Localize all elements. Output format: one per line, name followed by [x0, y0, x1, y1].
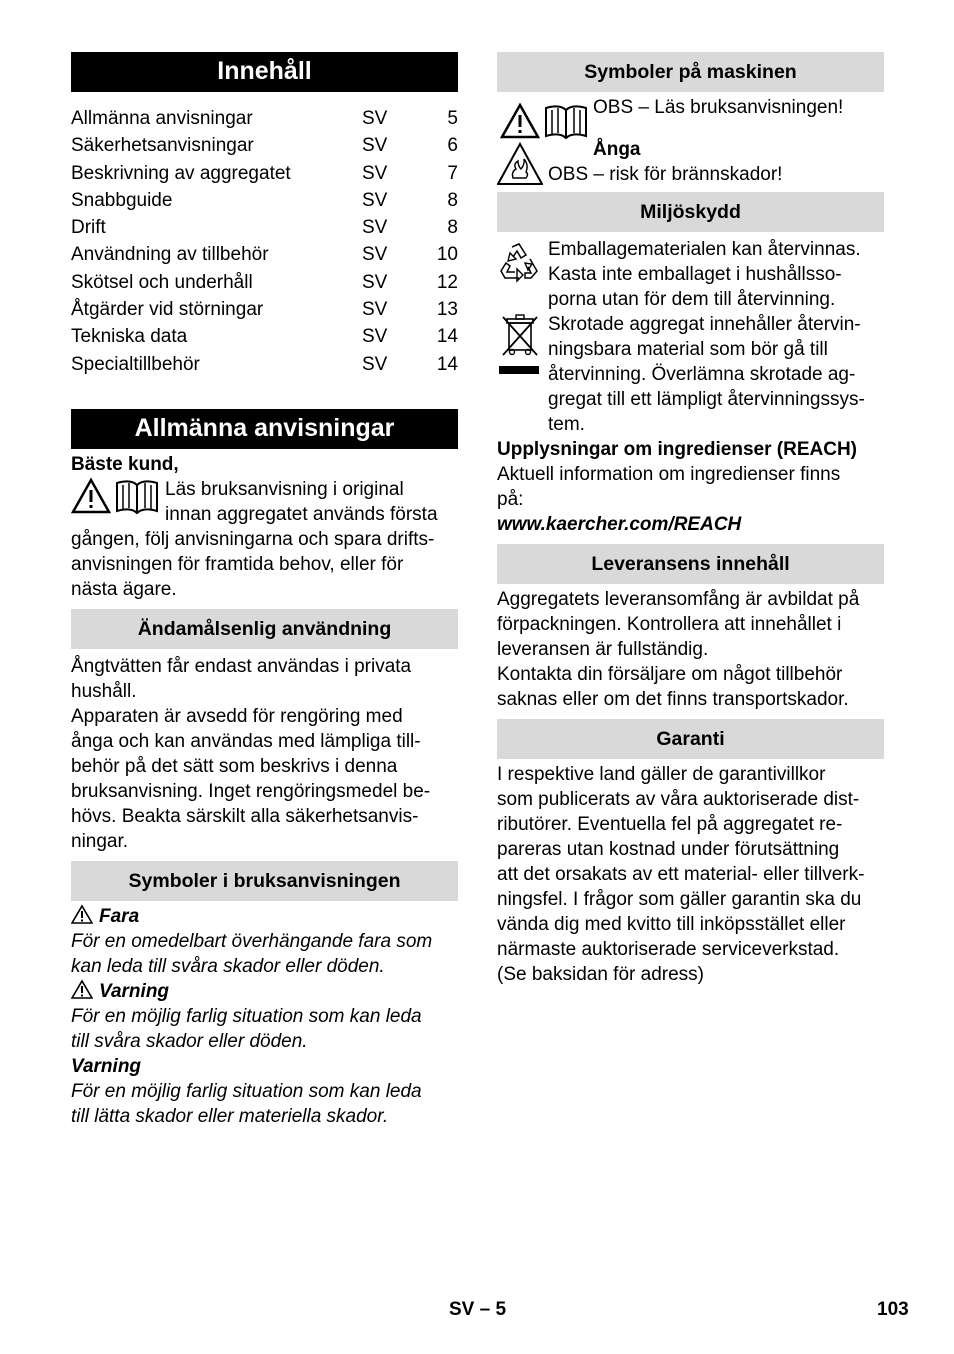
danger-label: Fara	[99, 905, 140, 927]
recycle-line: porna utan för dem till återvinning.	[548, 289, 836, 310]
general-heading: Allmänna anvisningar	[71, 409, 458, 449]
toc-page: 7	[447, 162, 458, 184]
reach-line: Aktuell information om ingredienser finns	[497, 464, 841, 485]
read-manual-text: OBS – Läs bruksanvisningen!	[593, 97, 844, 118]
toc-row	[71, 187, 458, 214]
toc-lang: SV	[362, 326, 388, 348]
toc-row	[71, 160, 458, 187]
greeting: Bäste kund,	[71, 453, 179, 475]
delivery-heading: Leveransens innehåll	[497, 544, 884, 584]
warranty-heading: Garanti	[497, 719, 884, 759]
toc-row	[71, 132, 458, 159]
delivery-line: leveransen är fullständig.	[497, 639, 709, 660]
warranty-line: ningsfel. I frågor som gäller garantin ska du	[497, 889, 862, 910]
toc-lang: SV	[362, 353, 388, 375]
left-column	[71, 52, 458, 1129]
toc-page: 14	[436, 353, 458, 375]
danger-line: För en omedelbart överhängande fara som	[71, 930, 433, 952]
general-section	[71, 452, 458, 602]
toc-row	[71, 351, 458, 378]
disposal-line: Skrotade aggregat innehåller återvin-	[548, 314, 861, 335]
warranty-section	[497, 762, 884, 987]
intended-use-section	[71, 654, 458, 854]
warning-book-icons	[71, 477, 159, 520]
toc-row	[71, 241, 458, 268]
machine-symbols-heading: Symboler på maskinen	[497, 52, 884, 92]
toc-row	[71, 323, 458, 350]
warning-line: till svåra skador eller döden.	[71, 1030, 308, 1052]
toc-row	[71, 105, 458, 132]
toc-page: 10	[436, 244, 458, 266]
warranty-line: närmaste auktoriserade serviceverkstad.	[497, 939, 840, 960]
toc-lang: SV	[362, 244, 388, 266]
toc-row	[71, 269, 458, 296]
footer-section-label: SV – 5	[449, 1299, 507, 1320]
intended-use-line: ningar.	[71, 830, 129, 852]
delivery-line: Aggregatets leveransomfång är avbildat på	[497, 589, 860, 610]
intro-line: Läs bruksanvisning i original	[165, 478, 404, 500]
toc-title: Beskrivning av aggregatet	[71, 162, 291, 184]
footer-page-number: 103	[877, 1299, 909, 1320]
toc-title: Tekniska data	[71, 326, 188, 348]
book-icon	[117, 481, 157, 513]
toc-title: Snabbguide	[71, 189, 173, 211]
manual-symbols-heading: Symboler i bruksanvisningen	[71, 861, 458, 901]
toc-page: 13	[436, 299, 458, 321]
toc-list	[71, 105, 458, 378]
disposal-line: återvinning. Överlämna skrotade ag-	[548, 364, 856, 385]
toc-title: Åtgärder vid störningar	[71, 299, 264, 321]
warranty-line: att det orsakats av ett material- eller tillverk-	[497, 864, 865, 885]
warranty-line: vända dig med kvitto till inköpsstället eller	[497, 914, 846, 935]
toc-row	[71, 296, 458, 323]
warning-book-icons	[500, 102, 588, 140]
toc-lang: SV	[362, 217, 388, 239]
warranty-line: som publicerats av våra auktoriserade dist-	[497, 789, 860, 810]
caution-line: För en möjlig farlig situation som kan leda	[71, 1080, 422, 1102]
steam-label: Ånga	[593, 139, 641, 160]
toc-page: 14	[436, 326, 458, 348]
toc-heading: Innehåll	[71, 52, 458, 92]
recycle-line: Emballagematerialen kan återvinnas.	[548, 239, 861, 260]
intended-use-line: Ångtvätten får endast användas i privata	[71, 655, 412, 677]
toc-row	[71, 214, 458, 241]
intro-line: nästa ägare.	[71, 578, 177, 600]
intro-line: innan aggregatet används första	[165, 503, 438, 525]
toc-title: Allmänna anvisningar	[71, 108, 253, 129]
intended-use-line: ånga och kan användas med lämpliga till-	[71, 730, 421, 752]
danger-label-row	[71, 904, 458, 929]
toc-lang: SV	[362, 135, 388, 157]
right-column	[497, 52, 884, 987]
warranty-line: pareras utan kostnad under förutsättning	[497, 839, 840, 860]
delivery-section	[497, 587, 884, 712]
environment-heading: Miljöskydd	[497, 192, 884, 232]
warning-label-row	[71, 979, 458, 1004]
reach-url-link[interactable]: www.kaercher.com/REACH	[497, 514, 742, 535]
toc-lang: SV	[362, 299, 388, 321]
toc-title: Drift	[71, 217, 106, 239]
toc-lang: SV	[362, 189, 388, 211]
toc-page: 8	[447, 189, 458, 211]
intended-use-line: hövs. Beakta särskilt alla säkerhetsanvis-	[71, 805, 419, 827]
toc-page: 12	[436, 271, 458, 293]
toc-page: 6	[447, 135, 458, 157]
recycle-text	[548, 237, 884, 312]
toc-lang: SV	[362, 271, 388, 293]
machine-symbols-section	[497, 92, 884, 190]
recycle-line: Kasta inte emballaget i hushållsso-	[548, 264, 842, 285]
reach-heading: Upplysningar om ingredienser (REACH)	[497, 439, 857, 460]
warning-label: Varning	[99, 980, 170, 1002]
intended-use-line: bruksanvisning. Inget rengöringsmedel be-	[71, 780, 431, 802]
warning-line: För en möjlig farlig situation som kan leda	[71, 1005, 422, 1027]
hot-steam-warning-icon	[497, 142, 543, 186]
steam-text: OBS – risk för brännskador!	[548, 164, 783, 185]
intended-use-heading: Ändamålsenlig användning	[71, 609, 458, 649]
manual-symbols-section	[71, 904, 458, 1129]
warning-triangle-icon	[71, 477, 159, 515]
environment-section	[497, 237, 884, 537]
disposal-text	[548, 312, 884, 437]
disposal-line: tem.	[548, 414, 585, 435]
intended-use-line: behör på det sätt som beskrivs i denna	[71, 755, 398, 777]
warning-triangle-icon	[71, 979, 93, 999]
toc-title: Användning av tillbehör	[71, 244, 269, 266]
disposal-line: gregat till ett lämpligt återvinningssys-	[548, 389, 865, 410]
toc-title: Specialtillbehör	[71, 353, 200, 375]
book-icon	[546, 106, 586, 138]
danger-line: kan leda till svåra skador eller döden.	[71, 955, 385, 977]
delivery-line: saknas eller om det finns transportskador.	[497, 689, 849, 710]
intended-use-line: hushåll.	[71, 680, 137, 702]
toc-title: Säkerhetsanvisningar	[71, 135, 254, 157]
intro-line: gången, följ anvisningarna och spara drifts-	[71, 528, 435, 550]
delivery-line: förpackningen. Kontrollera att innehållet i	[497, 614, 842, 635]
recycle-icon	[497, 241, 541, 285]
toc-title: Skötsel och underhåll	[71, 271, 253, 293]
toc-page: 5	[447, 108, 458, 129]
toc-page: 8	[447, 217, 458, 239]
caution-line: till lätta skador eller materiella skador.	[71, 1105, 389, 1127]
warranty-line: I respektive land gäller de garantivillkor	[497, 764, 826, 785]
warranty-line: ributörer. Eventuella fel på aggregatet re-	[497, 814, 843, 835]
reach-line: på:	[497, 489, 524, 510]
crossed-bin-icon	[497, 313, 541, 381]
intended-use-line: Apparaten är avsedd för rengöring med	[71, 705, 403, 727]
warning-triangle-icon	[71, 904, 93, 924]
toc-lang: SV	[362, 162, 388, 184]
caution-label: Varning	[71, 1055, 142, 1077]
toc-lang: SV	[362, 108, 388, 129]
intro-line: anvisningen för framtida behov, eller för	[71, 553, 404, 575]
delivery-line: Kontakta din försäljare om något tillbehör	[497, 664, 843, 685]
warranty-line: (Se baksidan för adress)	[497, 964, 704, 985]
disposal-line: ningsbara material som bör gå till	[548, 339, 828, 360]
